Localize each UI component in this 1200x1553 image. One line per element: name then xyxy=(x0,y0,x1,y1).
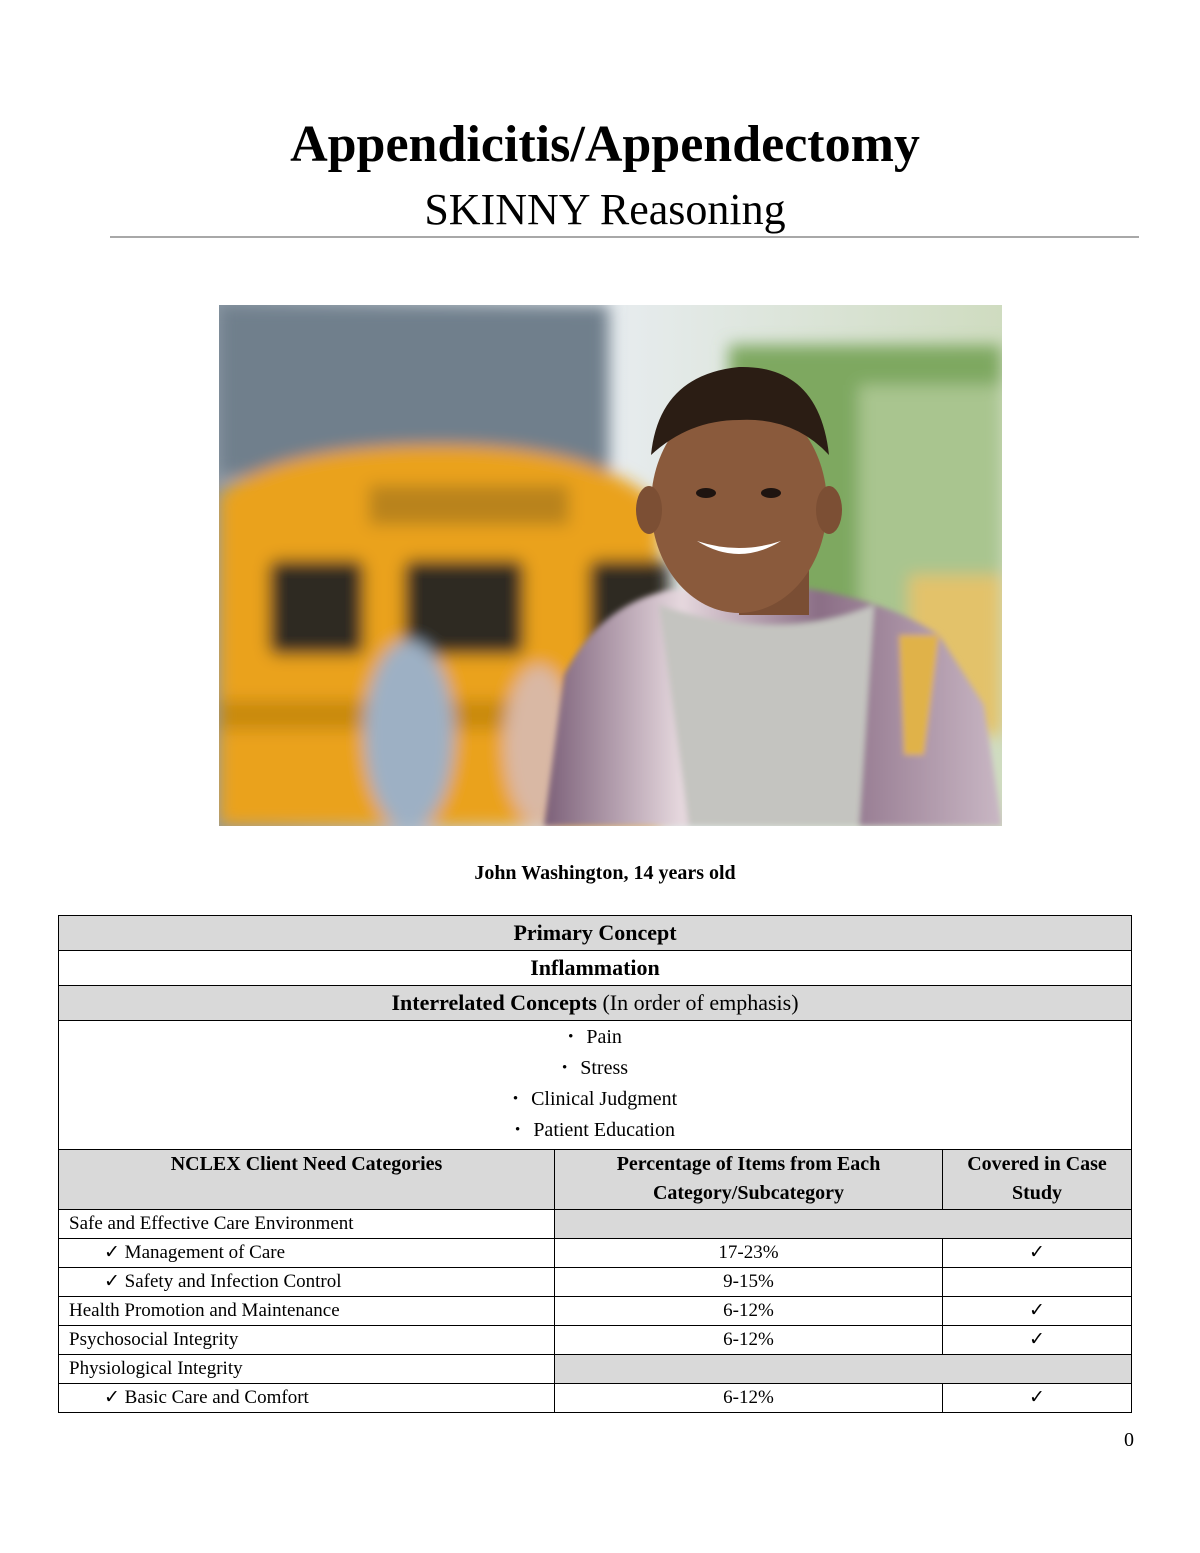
category-cell: ✓ Basic Care and Comfort xyxy=(59,1384,555,1413)
table-row xyxy=(59,1326,1132,1355)
interrelated-concepts-label: Interrelated Concepts xyxy=(391,990,597,1015)
percentage-cell: 17-23% xyxy=(555,1239,943,1268)
table-row xyxy=(59,1384,1132,1413)
covered-check-cell: ✓ xyxy=(943,1297,1132,1326)
photo-caption: John Washington, 14 years old xyxy=(474,862,736,884)
table-row xyxy=(59,1210,1132,1239)
list-item: • Pain xyxy=(513,1023,677,1054)
category-cell: Psychosocial Integrity xyxy=(59,1326,555,1355)
page-number: 0 xyxy=(1124,1429,1134,1451)
list-item: • Patient Education xyxy=(513,1116,677,1147)
column-header-category: NCLEX Client Need Categories xyxy=(59,1150,555,1210)
category-cell: ✓ Safety and Infection Control xyxy=(59,1268,555,1297)
column-header-percentage: Percentage of Items from Each Category/Subcategory xyxy=(555,1150,943,1210)
title-divider xyxy=(110,236,1139,238)
covered-check-cell: ✓ xyxy=(943,1326,1132,1355)
shaded-cell xyxy=(555,1355,1132,1384)
shaded-cell xyxy=(555,1210,1132,1239)
table-row xyxy=(59,1355,1132,1384)
category-cell: Safe and Effective Care Environment xyxy=(59,1210,555,1239)
category-cell: Health Promotion and Maintenance xyxy=(59,1297,555,1326)
concepts-table xyxy=(58,915,1132,1413)
percentage-cell: 9-15% xyxy=(555,1268,943,1297)
primary-concept-header: Primary Concept xyxy=(59,916,1132,951)
list-item: • Stress xyxy=(513,1054,677,1085)
list-item: • Clinical Judgment xyxy=(513,1085,677,1116)
covered-check-cell: ✓ xyxy=(943,1239,1132,1268)
student-photo xyxy=(219,305,1002,826)
percentage-cell: 6-12% xyxy=(555,1384,943,1413)
table-row xyxy=(59,1297,1132,1326)
interrelated-concepts-header xyxy=(59,986,1132,1021)
interrelated-concepts-note: (In order of emphasis) xyxy=(602,990,799,1015)
document-subtitle: SKINNY Reasoning xyxy=(424,185,786,234)
covered-check-cell: ✓ xyxy=(943,1384,1132,1413)
table-row xyxy=(59,1268,1132,1297)
covered-check-cell xyxy=(943,1268,1132,1297)
percentage-cell: 6-12% xyxy=(555,1326,943,1355)
percentage-cell: 6-12% xyxy=(555,1297,943,1326)
column-header-covered: Covered in Case Study xyxy=(943,1150,1132,1210)
interrelated-concepts-list xyxy=(59,1021,1132,1150)
category-cell: ✓ Management of Care xyxy=(59,1239,555,1268)
primary-concept-value: Inflammation xyxy=(59,951,1132,986)
document-title: Appendicitis/Appendectomy xyxy=(290,116,920,173)
table-row xyxy=(59,1239,1132,1268)
category-cell: Physiological Integrity xyxy=(59,1355,555,1384)
